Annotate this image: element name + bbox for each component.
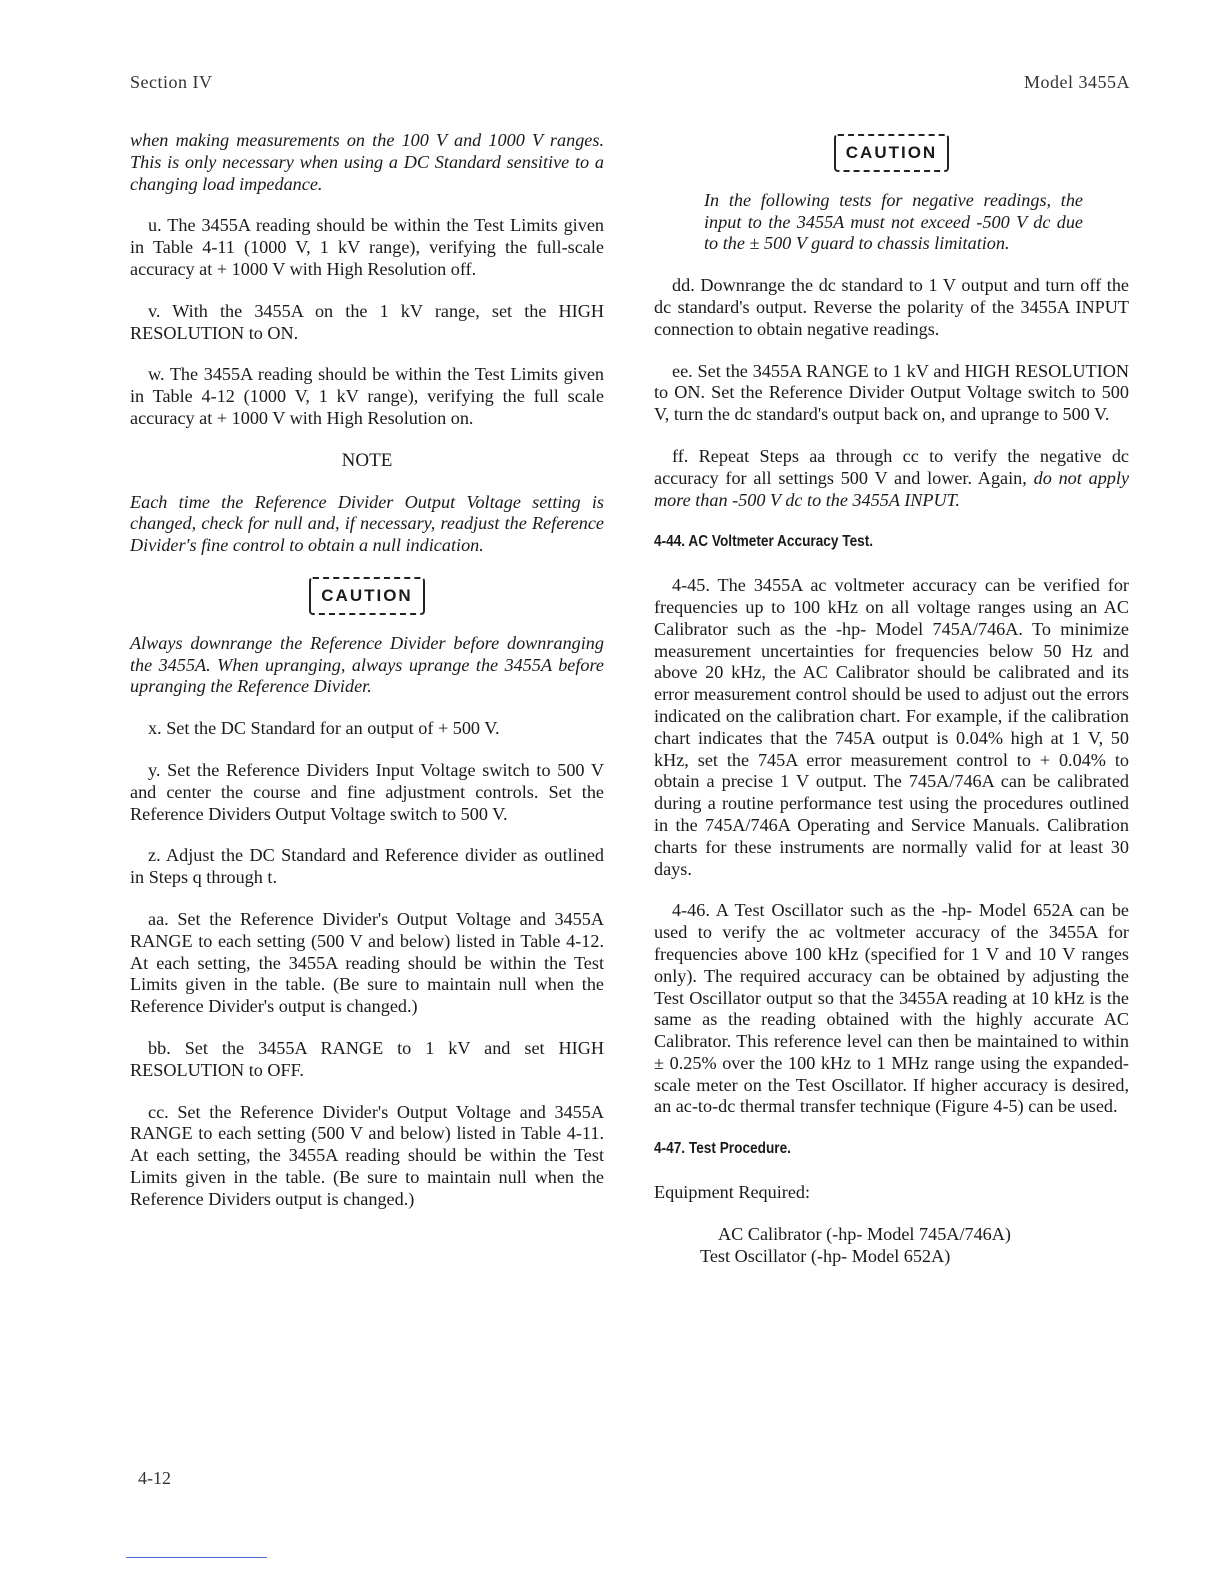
step-ff-text: ff. Repeat Steps aa through cc to verify the negative dc accuracy for all settings 500 V and lower. Again, — [654, 445, 1129, 488]
equipment-label: Equipment Required: — [654, 1182, 811, 1203]
step-x: x. Set the DC Standard for an output of + 500 V. — [148, 718, 500, 739]
equipment-item: AC Calibrator (-hp- Model 745A/746A) — [718, 1223, 1011, 1244]
caution-text-left: Always downrange the Reference Divider before downranging the 3455A. When upranging, always uprange the 3455A before upranging the Reference Divider. — [130, 632, 604, 697]
step-dd: dd. Downrange the dc standard to 1 V output and turn off the dc standard's output. Reverse the polarity of the 3455A INPUT connection to obtain negative readings. — [654, 275, 1129, 339]
equipment-list — [700, 1224, 1129, 1268]
section-heading-4-47: 4-47. Test Procedure. — [654, 1140, 791, 1158]
step-y: y. Set the Reference Dividers Input Voltage switch to 500 V and center the course and fine adjustment controls. Set the Reference Dividers Output Voltage switch to 500 V. — [130, 759, 604, 824]
caution-label: CAUTION — [309, 577, 424, 615]
caution-text-right: In the following tests for negative readings, the input to the 3455A must not exceed -500 V dc due to the ± 500 V guard to chassis limitation. — [704, 189, 1083, 254]
step-ff-warning: do not apply more than -500 V dc to the 3455A INPUT. — [654, 467, 1130, 510]
equipment-item: Test Oscillator (-hp- Model 652A) — [700, 1245, 951, 1266]
step-u: u. The 3455A reading should be within the Test Limits given in Table 4-11 (1000 V, 1 kV range), verifying the full-scale accuracy at + 1000 V with High Resolution off. — [130, 215, 604, 279]
caution-box-left — [130, 577, 604, 615]
step-ff — [654, 446, 1129, 511]
paragraph-4-45: 4-45. The 3455A ac voltmeter accuracy can be verified for frequencies up to 100 kHz on all voltage ranges using an AC Calibrator such as the -hp- Model 745A/746A. To minimize measurement uncertainties for frequencies below 50 Hz and above 20 kHz, the AC Calibrator should be calibrated and its error measurement control should be used to adjust out the errors indicated on the calibration chart. For example, if the calibration chart indicates that the 745A output is 0.04% high at 1 V, 50 kHz, set the 745A error measurement control to + 0.04% to obtain a precise 1 V output. The 745A/746A can be calibrated during a routine performance test using the procedures outlined in the 745A/746A Operating and Service Manuals. Calibration charts for these instruments are normally valid for at least 30 days. — [654, 575, 1129, 879]
step-z: z. Adjust the DC Standard and Reference divider as outlined in Steps q through t. — [130, 845, 604, 888]
step-v: v. With the 3455A on the 1 kV range, set the HIGH RESOLUTION to ON. — [130, 300, 604, 343]
step-ee: ee. Set the 3455A RANGE to 1 kV and HIGH RESOLUTION to ON. Set the Reference Divider Output Voltage switch to 500 V, turn the dc standard's output back on, and uprange to 500 V. — [654, 360, 1129, 425]
paragraph-4-46: 4-46. A Test Oscillator such as the -hp- Model 652A can be used to verify the ac voltmeter accuracy of the 3455A for frequencies above 100 kHz (specified for 1 V and 10 V ranges only). The required accuracy can be obtained by adjusting the Test Oscillator output so that the 3455A reading at 10 kHz is the same as the reading obtained with the highly accurate AC Calibrator. This reference level can then be maintained to within ± 0.25% over the 100 kHz to 1 MHz range using the expanded-scale meter on the Test Oscillator. If higher accuracy is desired, an ac-to-dc thermal transfer technique (Figure 4-5) can be used. — [654, 900, 1129, 1117]
section-heading-4-44: 4-44. AC Voltmeter Accuracy Test. — [654, 533, 874, 551]
note-text: Each time the Reference Divider Output Voltage setting is changed, check for null and, if necessary, readjust the Reference Divider's fine control to obtain a null indication. — [130, 491, 604, 556]
model-header: Model 3455A — [1024, 72, 1130, 92]
right-column — [654, 130, 1129, 1267]
left-column — [130, 130, 604, 1230]
caution-box-right — [654, 134, 1129, 172]
section-header: Section IV — [130, 72, 213, 92]
step-bb: bb. Set the 3455A RANGE to 1 kV and set HIGH RESOLUTION to OFF. — [130, 1037, 604, 1080]
step-aa: aa. Set the Reference Divider's Output Voltage and 3455A RANGE to each setting (500 V and below) listed in Table 4-12. At each setting, the 3455A reading should be within the Test Limits given in the table. (Be sure to maintain null when the Reference Divider's output is changed.) — [130, 908, 604, 1017]
caution-label: CAUTION — [834, 134, 949, 172]
note-heading: NOTE — [341, 449, 393, 471]
step-w: w. The 3455A reading should be within the Test Limits given in Table 4-12 (1000 V, 1 kV range), verifying the full scale accuracy at + 1000 V with High Resolution on. — [130, 364, 604, 428]
page-number: 4-12 — [138, 1468, 171, 1488]
footer-rule — [126, 1557, 267, 1558]
intro-paragraph: when making measurements on the 100 V and 1000 V ranges. This is only necessary when using a DC Standard sensitive to a changing load impedance. — [130, 130, 604, 194]
step-cc: cc. Set the Reference Divider's Output Voltage and 3455A RANGE to each setting (500 V and below) listed in Table 4-11. At each setting, the 3455A reading should be within the Test Limits given in the table. (Be sure to maintain null when the Reference Dividers output is changed.) — [130, 1101, 604, 1209]
